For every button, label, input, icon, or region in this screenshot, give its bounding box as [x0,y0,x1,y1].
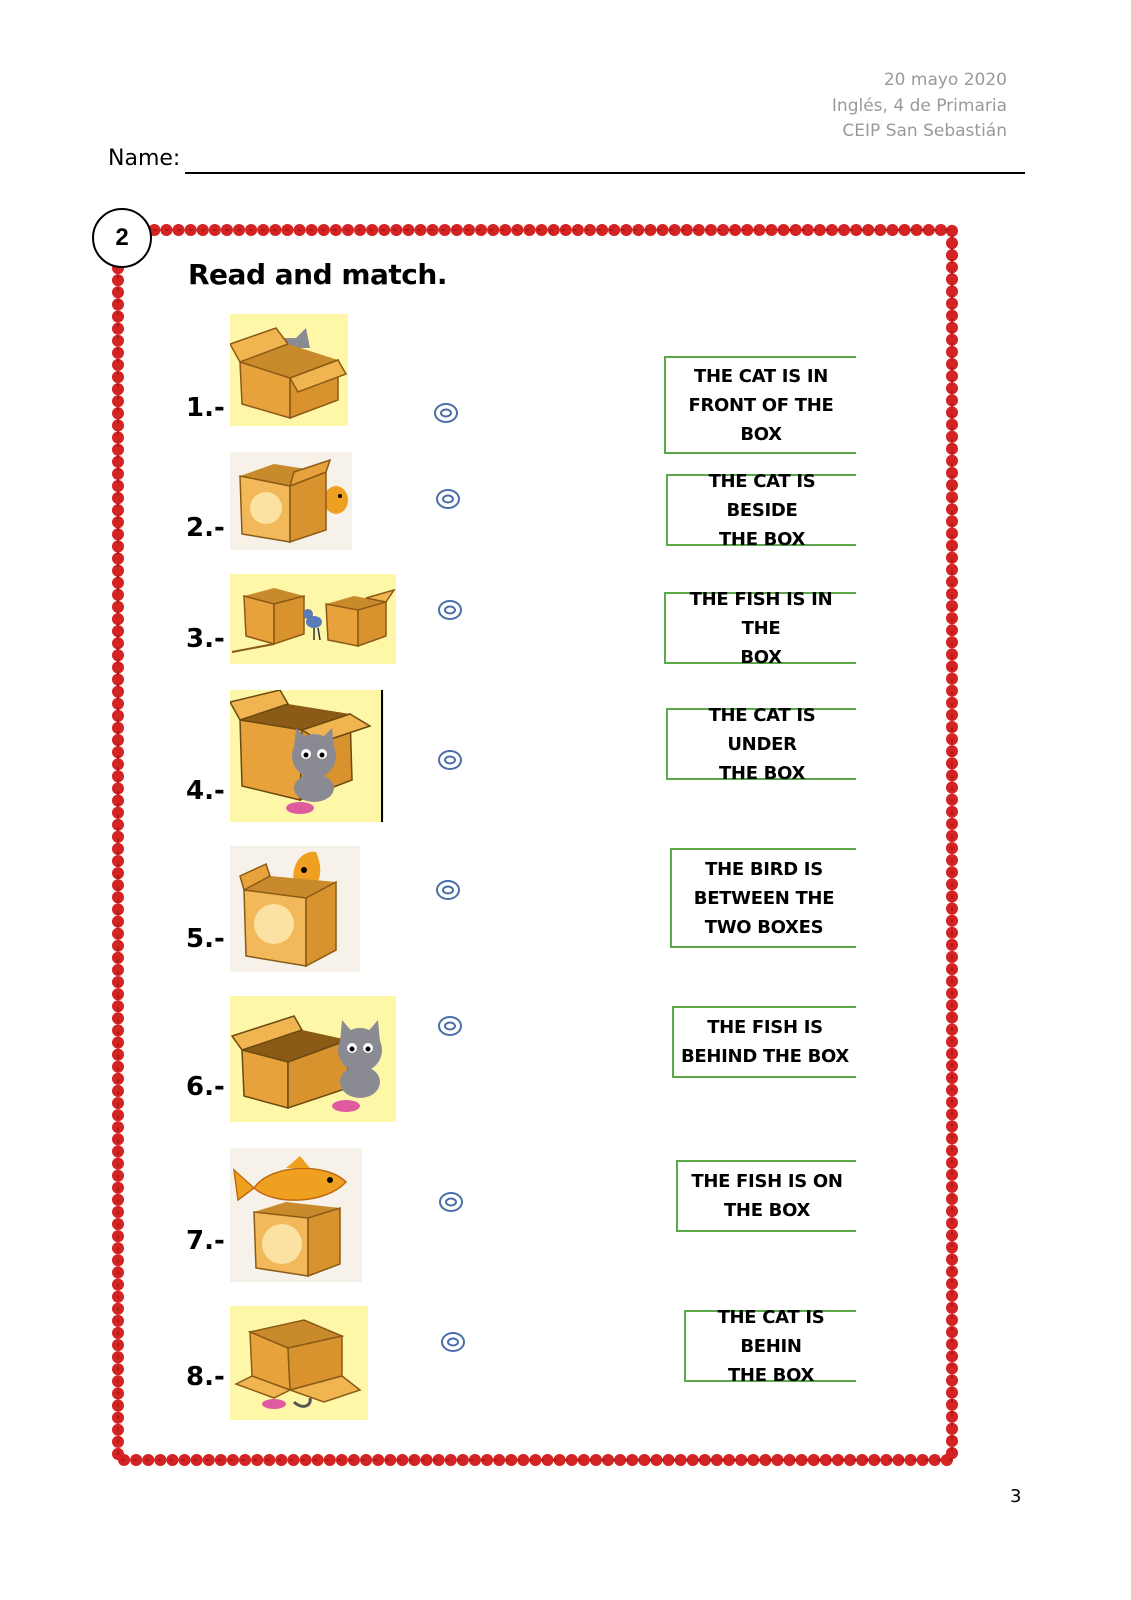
match-dot-icon[interactable] [437,597,463,623]
phrase-box[interactable] [670,848,856,948]
fish-behind-box-icon [230,452,352,550]
item-label-1: 1.- [186,393,225,423]
phrase-line: THE CAT IS IN [694,365,828,387]
match-dot-icon[interactable] [440,1329,466,1355]
phrase-line: TWO BOXES [704,916,824,938]
phrase-line: THE BOX [723,1200,811,1221]
exercise-number-badge: 2 [92,208,152,268]
match-dot-icon[interactable] [437,747,463,773]
match-dot-icon[interactable] [435,877,461,903]
name-label: Name: [108,146,181,171]
fish-in-box-icon [230,846,360,972]
phrase-box[interactable] [666,470,856,550]
phrase-line: THE FISH IS IN THE [689,588,833,639]
phrase-line: THE BOX [727,1364,815,1386]
document-header [832,68,1007,145]
item-label-5: 5.- [186,924,225,954]
item-label-3: 3.- [186,624,225,654]
phrase-line: THE CAT IS BESIDE [708,470,816,521]
phrase-line: BOX [740,646,782,668]
phrase-line: BEHIND THE BOX [680,1046,849,1067]
phrase-line: THE CAT IS UNDER [708,704,816,755]
fish-on-box-icon [230,1148,362,1282]
page-number: 3 [1010,1486,1022,1507]
phrase-line: THE CAT IS BEHIN [717,1306,825,1357]
phrase-box[interactable] [664,588,856,668]
phrase-line: BETWEEN THE [693,887,835,909]
phrase-line: THE FISH IS [707,1017,823,1038]
phrase-line: THE BIRD IS [705,858,823,880]
item-label-8: 8.- [186,1362,225,1392]
item-label-6: 6.- [186,1072,225,1102]
phrase-line: THE FISH IS ON [691,1171,843,1192]
phrase-box[interactable] [664,356,856,454]
phrase-line: THE BOX [718,762,806,784]
cat-in-box-icon [230,314,348,426]
match-dot-icon[interactable] [437,1013,463,1039]
header-date: 20 mayo 2020 [883,70,1007,90]
header-subject: Inglés, 4 de Primaria [831,95,1007,116]
bird-between-boxes-icon [230,574,396,664]
match-dot-icon[interactable] [433,400,459,426]
exercise-instruction: Read and match. [188,258,447,291]
item-label-2: 2.- [186,513,225,543]
match-dot-icon[interactable] [435,486,461,512]
match-dot-icon[interactable] [438,1189,464,1215]
phrase-box[interactable] [676,1160,856,1232]
item-label-7: 7.- [186,1226,225,1256]
phrase-line: BOX [740,423,782,445]
phrase-line: FRONT OF THE [688,394,834,416]
phrase-box[interactable] [684,1306,856,1386]
item-label-4: 4.- [186,776,225,806]
phrase-box[interactable] [666,704,856,784]
cat-beside-box-icon [230,996,396,1122]
cat-under-box-icon [230,1306,368,1420]
phrase-line: THE BOX [718,528,806,550]
name-field[interactable] [185,172,1025,174]
cat-in-box-front-icon [230,690,384,822]
header-school: CEIP San Sebastián [842,121,1007,141]
phrase-box[interactable] [672,1006,856,1078]
